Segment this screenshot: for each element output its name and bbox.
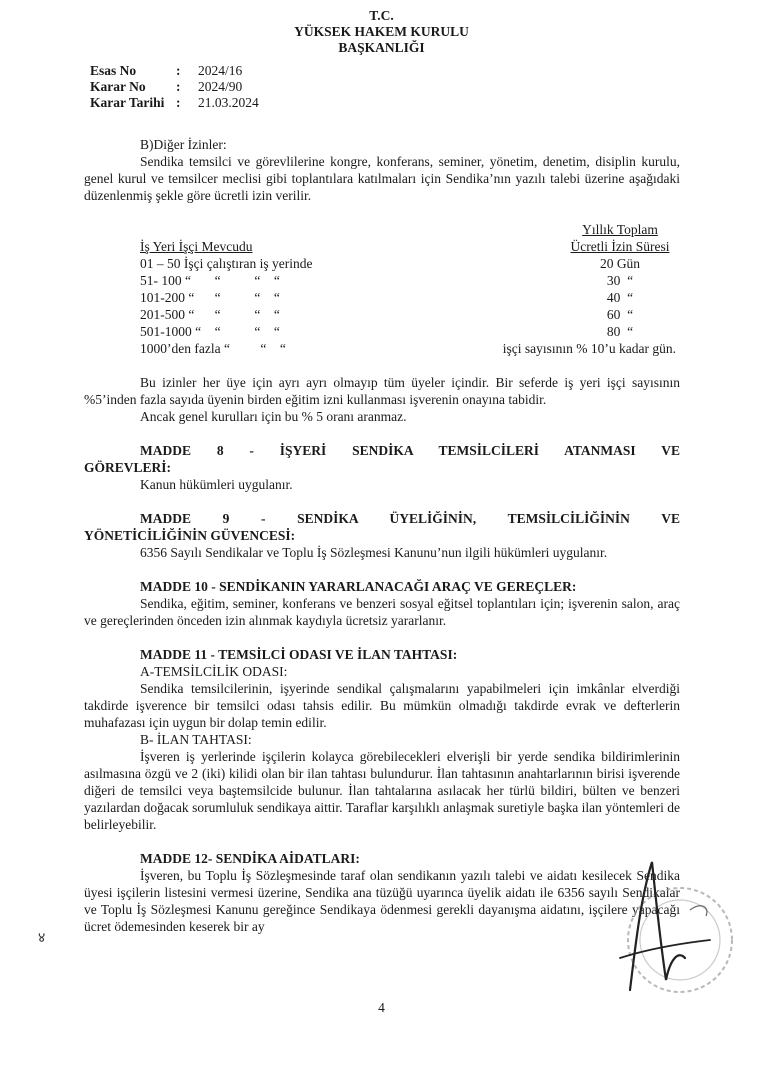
meta-row-esas: Esas No : 2024/16 xyxy=(90,63,259,79)
meta-row-karar: Karar No : 2024/90 xyxy=(90,79,259,95)
meta-value: 21.03.2024 xyxy=(198,95,259,110)
leave-table-head-row1 xyxy=(84,221,680,238)
madde9-body: 6356 Sayılı Sendikalar ve Toplu İş Sözleşmesi Kanunu’nun ilgili hükümleri uygulanır. xyxy=(140,545,608,560)
madde11-sub-b: B- İLAN TAHTASI: xyxy=(140,732,252,747)
meta-value: 2024/90 xyxy=(198,79,243,94)
document-header xyxy=(0,8,763,56)
meta-label: Karar Tarihi xyxy=(90,95,165,110)
madde8-body: Kanun hükümleri uygulanır. xyxy=(140,477,293,492)
meta-row-tarih: Karar Tarihi : 21.03.2024 xyxy=(90,95,259,110)
leave-table-row: 51- 100 “ “ “ “ 30 “ xyxy=(140,273,634,288)
leave-table-row: 501-1000 “ “ “ “ 80 “ xyxy=(140,324,634,339)
madde11-sub-a: A-TEMSİLCİLİK ODASI: xyxy=(140,664,288,679)
header-institution: YÜKSEK HAKEM KURULU xyxy=(294,24,469,39)
leave-table-right-head1: Yıllık Toplam xyxy=(582,222,658,237)
leave-table-left-head: İş Yeri İşçi Mevcudu xyxy=(140,239,253,254)
section-b-paragraph: Sendika temsilci ve görevlilerine kongre, konferans, seminer, yönetim, denetim, disiplin kurulu, genel kurul ve temsilcer meclisi gibi toplantılara katılmaları için Sendika’nın yazılı talebi üzerine aşağıdaki düzenlenmiş şekle göre ücretli izin verilir. xyxy=(84,154,680,203)
margin-handwritten-mark: ४ xyxy=(38,931,46,946)
leave-table-head-row2 xyxy=(84,238,680,255)
leave-table-right-head2: Ücretli İzin Süresi xyxy=(570,239,670,254)
madde11-body-a: Sendika temsilcilerinin, işyerinde sendikal çalışmalarını yapabilmeleri için imkânlar elverdiği takdirde işverence bir temsilci odası tahsis edilir. Bu mümkün olmadığı takdirde evrak ve defterlerin muhafazası için uygun bir dolap temin edilir. xyxy=(84,681,680,730)
madde11-body-b: İşveren iş yerlerinde işçilerin kolayca görebilecekleri elverişli bir yerde sendika bildirimlerinin asılmasına özgü ve 2 (iki) kilidi olan bir ilan tahtası bulundurur. İlan tahtasının anahtarlarının birisi işverende diğeri de temsilci veya baştemsilcide bulunur. İlan tahtalarına asılacak her türlü bildiri, bülten ve benzeri yazılardan doğacak sorumluluk sendikaya aittir. Taraflar karşılıklı anlaşmak suretiyle başka ilan yöntemleri de belirleyebilir. xyxy=(84,749,680,832)
section-b-title: B)Diğer İzinler: xyxy=(140,137,227,152)
leave-table-row: 101-200 “ “ “ “ 40 “ xyxy=(140,290,634,305)
madde8-title-cont: GÖREVLERİ: xyxy=(84,460,172,475)
madde8-title: MADDE 8 - İŞYERİ SENDİKA TEMSİLCİLERİ ATANMASI VE xyxy=(140,443,680,458)
madde10-body: Sendika, eğitim, seminer, konferans ve benzeri sosyal eğitsel toplantıları için; işverenin salon, araç ve gereçlerinden önceden izin alınmak kaydıyla ücretsiz yararlanır. xyxy=(84,596,680,628)
leave-table-row: 1000’den fazla “ “ “ işçi sayısının % 10’u kadar gün. xyxy=(140,341,676,356)
after-table-note: Ancak genel kurulları için bu % 5 oranı aranmaz. xyxy=(140,409,407,424)
page-number: 4 xyxy=(378,1000,385,1015)
madde11-title: MADDE 11 - TEMSİLCİ ODASI VE İLAN TAHTASI: xyxy=(140,647,458,662)
after-table-paragraph: Bu izinler her üye için ayrı ayrı olmayıp tüm üyeler içindir. Bir seferde iş yeri işçi sayısının %5’inden fazla sayıda üyenin birden eğitim izni kullanması işverenin onayına tabidir. xyxy=(84,375,680,407)
madde10-title: MADDE 10 - SENDİKANIN YARARLANACAĞI ARAÇ VE GEREÇLER: xyxy=(140,579,577,594)
leave-table-row: 201-500 “ “ “ “ 60 “ xyxy=(140,307,634,322)
signature-stamp-icon xyxy=(560,840,750,1010)
madde9-title-cont: YÖNETİCİLİĞİNİN GÜVENCESİ: xyxy=(84,528,296,543)
madde9-title: MADDE 9 - SENDİKA ÜYELİĞİNİN, TEMSİLCİLİĞİNİN VE xyxy=(140,511,680,526)
case-meta xyxy=(90,63,259,111)
madde12-title: MADDE 12- SENDİKA AİDATLARI: xyxy=(140,851,360,866)
leave-table-row: 01 – 50 İşçi çalıştıran iş yerinde 20 Gün xyxy=(140,256,641,271)
document-body xyxy=(84,136,680,935)
madde12-body: İşveren, bu Toplu İş Sözleşmesinde taraf olan sendikanın yazılı talebi ve aidatı kesilecek Sendika üyesi işçilerin listesini vermesi üzerine, Sendika ana tüzüğü uyarınca üyelik aidatı ile 6356 sayılı Sendikalar ve Toplu İş Sözleşmesi Kanunu gereğince Sendikaya ödenmesi gerekli dayanışma aidatını, işçilere yapacağı ücret ödemesinden keserek bir ay xyxy=(84,868,680,934)
meta-value: 2024/16 xyxy=(198,63,243,78)
header-tc: T.C. xyxy=(369,8,394,23)
meta-label: Karar No xyxy=(90,79,146,94)
header-office: BAŞKANLIĞI xyxy=(338,40,425,55)
meta-label: Esas No xyxy=(90,63,137,78)
